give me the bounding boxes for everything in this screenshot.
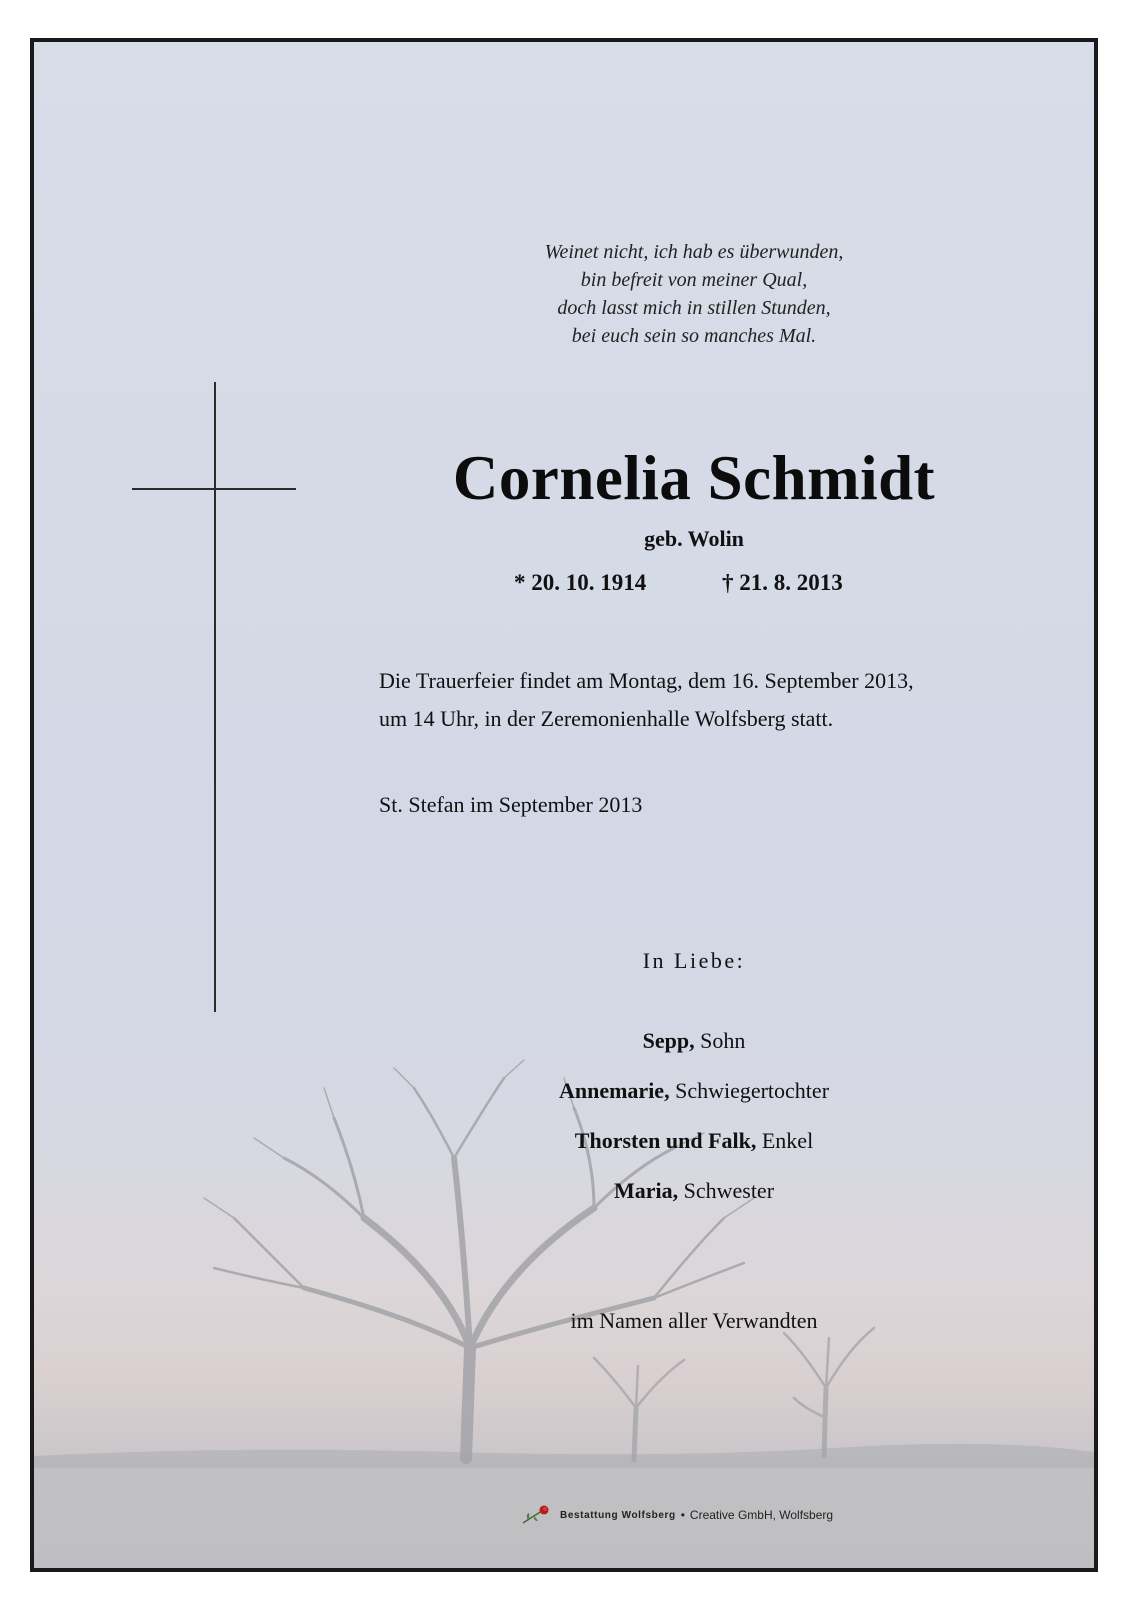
memorial-verse: [454, 238, 934, 350]
rose-logo-icon: [520, 1503, 554, 1527]
ceremony-notice: [379, 662, 1059, 738]
maiden-name: geb. Wolin: [644, 526, 744, 551]
verse-line: doch lasst mich in stillen Stunden,: [557, 297, 831, 319]
cross-vertical-line: [214, 382, 216, 1012]
mourner-relation: Enkel: [761, 1128, 814, 1153]
footer-separator: •: [680, 1508, 685, 1522]
deceased-name: Cornelia Schmidt: [452, 443, 936, 513]
creator-name: Creative GmbH, Wolfsberg: [689, 1508, 834, 1522]
footer-credit: [520, 1502, 833, 1528]
mourner-relation: Schwiegertochter: [675, 1078, 830, 1103]
in-liebe-heading: In Liebe:: [642, 948, 746, 973]
mourner-name: Thorsten und Falk,: [574, 1128, 757, 1153]
mourner-item: [444, 1128, 944, 1178]
ceremony-line: um 14 Uhr, in der Zeremonienhalle Wolfsberg statt.: [379, 706, 834, 731]
mourner-relation: Schwester: [683, 1178, 775, 1203]
funeral-home-name: Bestattung Wolfsberg: [560, 1509, 676, 1521]
mourner-item: [444, 1078, 944, 1128]
mourner-name: Annemarie,: [558, 1078, 670, 1103]
mourners-list: [444, 1028, 944, 1228]
mourner-relation: Sohn: [700, 1028, 746, 1053]
verse-line: Weinet nicht, ich hab es überwunden,: [544, 241, 844, 263]
mourner-item: [444, 1028, 944, 1078]
relatives-note: im Namen aller Verwandten: [570, 1308, 818, 1333]
verse-line: bei euch sein so manches Mal.: [571, 325, 817, 347]
mourner-item: [444, 1178, 944, 1228]
mourner-name: Sepp,: [642, 1028, 695, 1053]
ceremony-line: Die Trauerfeier findet am Montag, dem 16. September 2013,: [379, 668, 914, 693]
obituary-card: [30, 38, 1098, 1572]
verse-line: bin befreit von meiner Qual,: [580, 269, 808, 291]
death-date: † 21. 8. 2013: [722, 570, 843, 595]
cross-horizontal-line: [132, 488, 296, 490]
birth-date: * 20. 10. 1914: [514, 570, 647, 595]
mourner-name: Maria,: [613, 1178, 679, 1203]
place-date: St. Stefan im September 2013: [379, 792, 643, 817]
